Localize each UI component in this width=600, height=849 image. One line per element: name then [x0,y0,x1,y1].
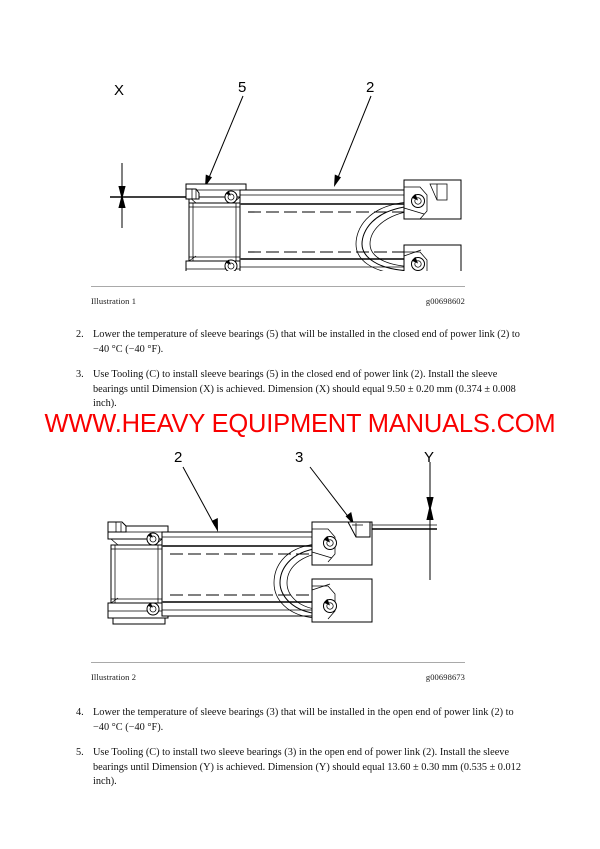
fastener-upper-right [412,194,425,208]
leader-item-2 [334,96,371,187]
list-item [76,368,528,412]
clevis-upper-block [312,522,372,565]
list-item [76,706,528,735]
illustration-1-figure [0,56,600,266]
illustration-1-graphic-id: g00698602 [425,296,465,306]
fastener-lower-right [412,257,425,271]
callout-item-2: 2 [174,449,183,466]
illustration-1-label: Illustration 1 [91,296,137,306]
fastener-upper-left [225,191,237,203]
step-number: 4. [76,707,84,718]
callout-item-2: 2 [366,79,375,96]
step-text: Lower the temperature of sleeve bearings (3) that will be installed in the open end of power link (2) to −40 °C (−40 °F). [93,707,514,733]
illustration-2-figure [0,440,600,640]
step-number: 2. [76,329,84,340]
leader-item-2 [183,467,218,532]
callout-item-5: 5 [238,79,247,96]
procedure-steps-upper [76,328,528,412]
fastener-lower-left [225,260,237,271]
clevis-lower-block [312,579,372,622]
step-number: 5. [76,747,84,759]
leader-item-5 [205,96,243,187]
step-text: Lower the temperature of sleeve bearings (5) that will be installed in the closed end of power link (2) to −40 °C (−40 °F). [93,329,520,355]
dimension-x-indicator [110,163,190,228]
callout-item-3: 3 [295,449,304,466]
illustration-1-linework [0,56,600,271]
power-link-upper-arm [162,532,322,554]
power-link-upper-arm [240,190,414,212]
power-link-lower-arm [162,595,322,616]
illustration-2-label: Illustration 2 [91,672,137,682]
illustration-2-linework [0,440,600,640]
step-text: Use Tooling (C) to install two sleeve bearings (3) in the open end of power link (2). Install the sleeve bearings until Dimension (Y) is achieved. Dimension (Y) should equal 13.60 ± 0.30 mm (0.535 ± 0.012 inch). [93,747,521,788]
caption-row [91,672,465,682]
fastener-lower-left [147,603,159,615]
callout-dimension-x: X [114,82,125,99]
dimension-y-indicator [370,462,437,580]
fastener-lower-right [324,599,337,613]
illustration-1-caption-block [91,286,465,306]
procedure-steps-lower [76,706,528,790]
watermark-text: WWW.HEAVY EQUIPMENT MANUALS.COM [44,410,556,438]
fastener-upper-left [147,533,159,545]
list-item [76,746,528,790]
illustration-2-graphic-id: g00698673 [425,672,465,682]
step-text: Use Tooling (C) to install sleeve bearings (5) in the closed end of power link (2). Install the sleeve bearings until Dimension (X) is achieved. Dimension (X) should equal 9.50 ± 0.20 mm (0.374 ± 0.008 inch). [93,369,516,410]
fastener-upper-right [324,536,337,550]
step-number: 3. [76,369,84,381]
leader-item-3 [310,467,354,525]
illustration-2-caption-block [91,662,465,682]
caption-divider [91,286,465,287]
callout-dimension-y: Y [424,449,435,466]
caption-row [91,296,465,306]
caption-divider [91,662,465,663]
list-item [76,328,528,357]
